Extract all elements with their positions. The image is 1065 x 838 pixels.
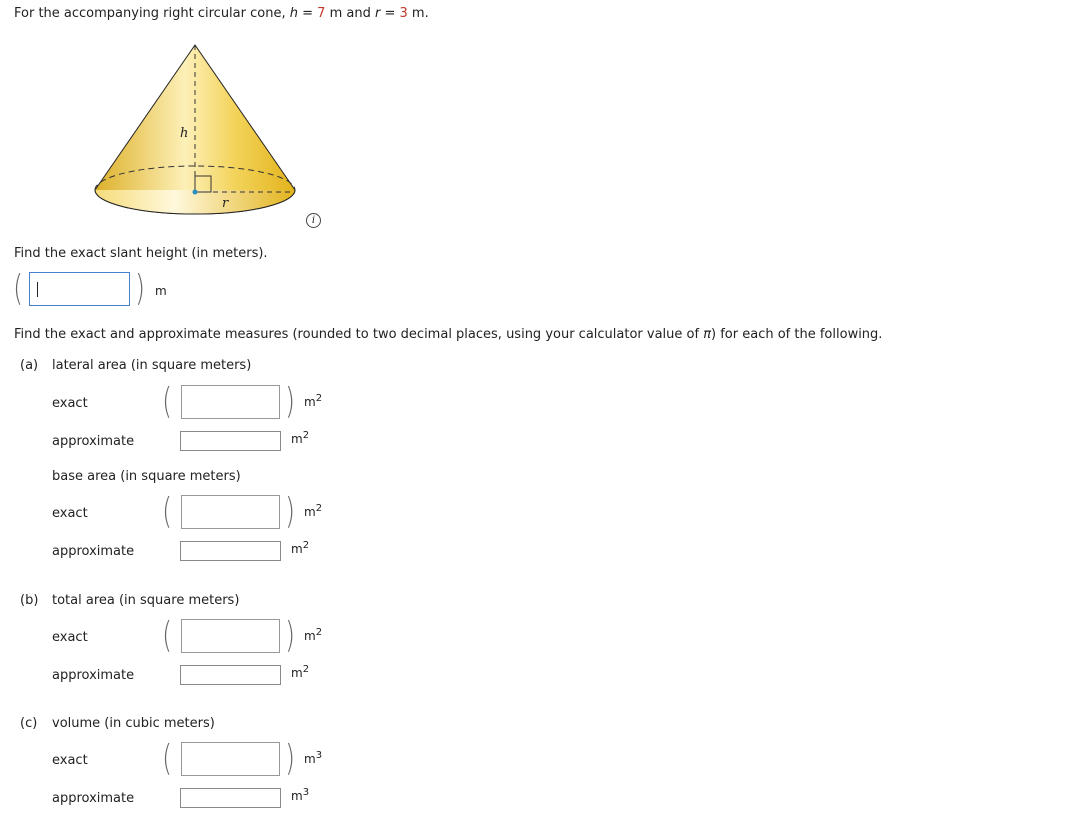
base-area-approx-input[interactable] bbox=[180, 541, 281, 561]
part-a-label: lateral area (in square meters) bbox=[52, 358, 252, 373]
info-icon[interactable]: i bbox=[306, 213, 321, 228]
unit-m2: $m^2$ bbox=[291, 430, 310, 446]
paren-left-icon: ( bbox=[162, 381, 172, 422]
slant-unit: m bbox=[155, 284, 167, 298]
approximate-label: approximate bbox=[52, 544, 135, 559]
paren-right-icon: ) bbox=[285, 738, 295, 779]
paren-left-icon: ( bbox=[162, 738, 172, 779]
exact-label: exact bbox=[52, 396, 88, 411]
center-point bbox=[193, 190, 198, 195]
r-label: r bbox=[222, 196, 229, 211]
part-c-tag: (c) bbox=[20, 716, 38, 731]
pi-symbol: π bbox=[703, 327, 712, 342]
unit-m2: $m^2$ bbox=[304, 503, 323, 519]
part-c-label: volume (in cubic meters) bbox=[52, 716, 215, 731]
unit-m3: $m^3$ bbox=[304, 750, 323, 766]
text-cursor bbox=[37, 282, 38, 297]
h-variable: h bbox=[289, 6, 298, 21]
problem-statement: For the accompanying right circular cone, h = 7 m and r = 3 m. bbox=[14, 6, 429, 21]
paren-right-icon: ) bbox=[285, 381, 295, 422]
total-area-approx-input[interactable] bbox=[180, 665, 281, 685]
approximate-label: approximate bbox=[52, 668, 135, 683]
slant-prompt: Find the exact slant height (in meters). bbox=[14, 246, 268, 261]
exact-label: exact bbox=[52, 630, 88, 645]
r-variable: r bbox=[374, 6, 381, 21]
cone-figure bbox=[90, 40, 305, 225]
part-b-tag: (b) bbox=[20, 593, 39, 608]
base-area-label: base area (in square meters) bbox=[52, 469, 241, 484]
unit-m2: $m^2$ bbox=[304, 627, 323, 643]
paren-left-icon: ( bbox=[162, 491, 172, 532]
total-area-exact-input[interactable] bbox=[181, 619, 280, 653]
measures-prompt: Find the exact and approximate measures (rounded to two decimal places, using your calculator value of π) for each of the following. bbox=[14, 327, 883, 342]
approximate-label: approximate bbox=[52, 434, 135, 449]
slant-height-input[interactable] bbox=[29, 272, 130, 306]
unit-m2: $m^2$ bbox=[304, 393, 323, 409]
lateral-area-exact-input[interactable] bbox=[181, 385, 280, 419]
part-a-tag: (a) bbox=[20, 358, 39, 373]
paren-right-icon: ) bbox=[285, 491, 295, 532]
unit-m2: $m^2$ bbox=[291, 664, 310, 680]
paren-right-icon: ) bbox=[285, 615, 295, 656]
lateral-area-approx-input[interactable] bbox=[180, 431, 281, 451]
volume-approx-input[interactable] bbox=[180, 788, 281, 808]
h-label: h bbox=[180, 126, 189, 141]
part-b-label: total area (in square meters) bbox=[52, 593, 240, 608]
r-value: 3 bbox=[399, 6, 408, 21]
exact-label: exact bbox=[52, 753, 88, 768]
exact-label: exact bbox=[52, 506, 88, 521]
paren-right-icon: ) bbox=[135, 268, 145, 309]
unit-m2: $m^2$ bbox=[291, 540, 310, 556]
unit-m3: $m^3$ bbox=[291, 787, 310, 803]
approximate-label: approximate bbox=[52, 791, 135, 806]
paren-left-icon: ( bbox=[162, 615, 172, 656]
h-value: 7 bbox=[317, 6, 326, 21]
volume-exact-input[interactable] bbox=[181, 742, 280, 776]
base-area-exact-input[interactable] bbox=[181, 495, 280, 529]
paren-left-icon: ( bbox=[13, 268, 23, 309]
